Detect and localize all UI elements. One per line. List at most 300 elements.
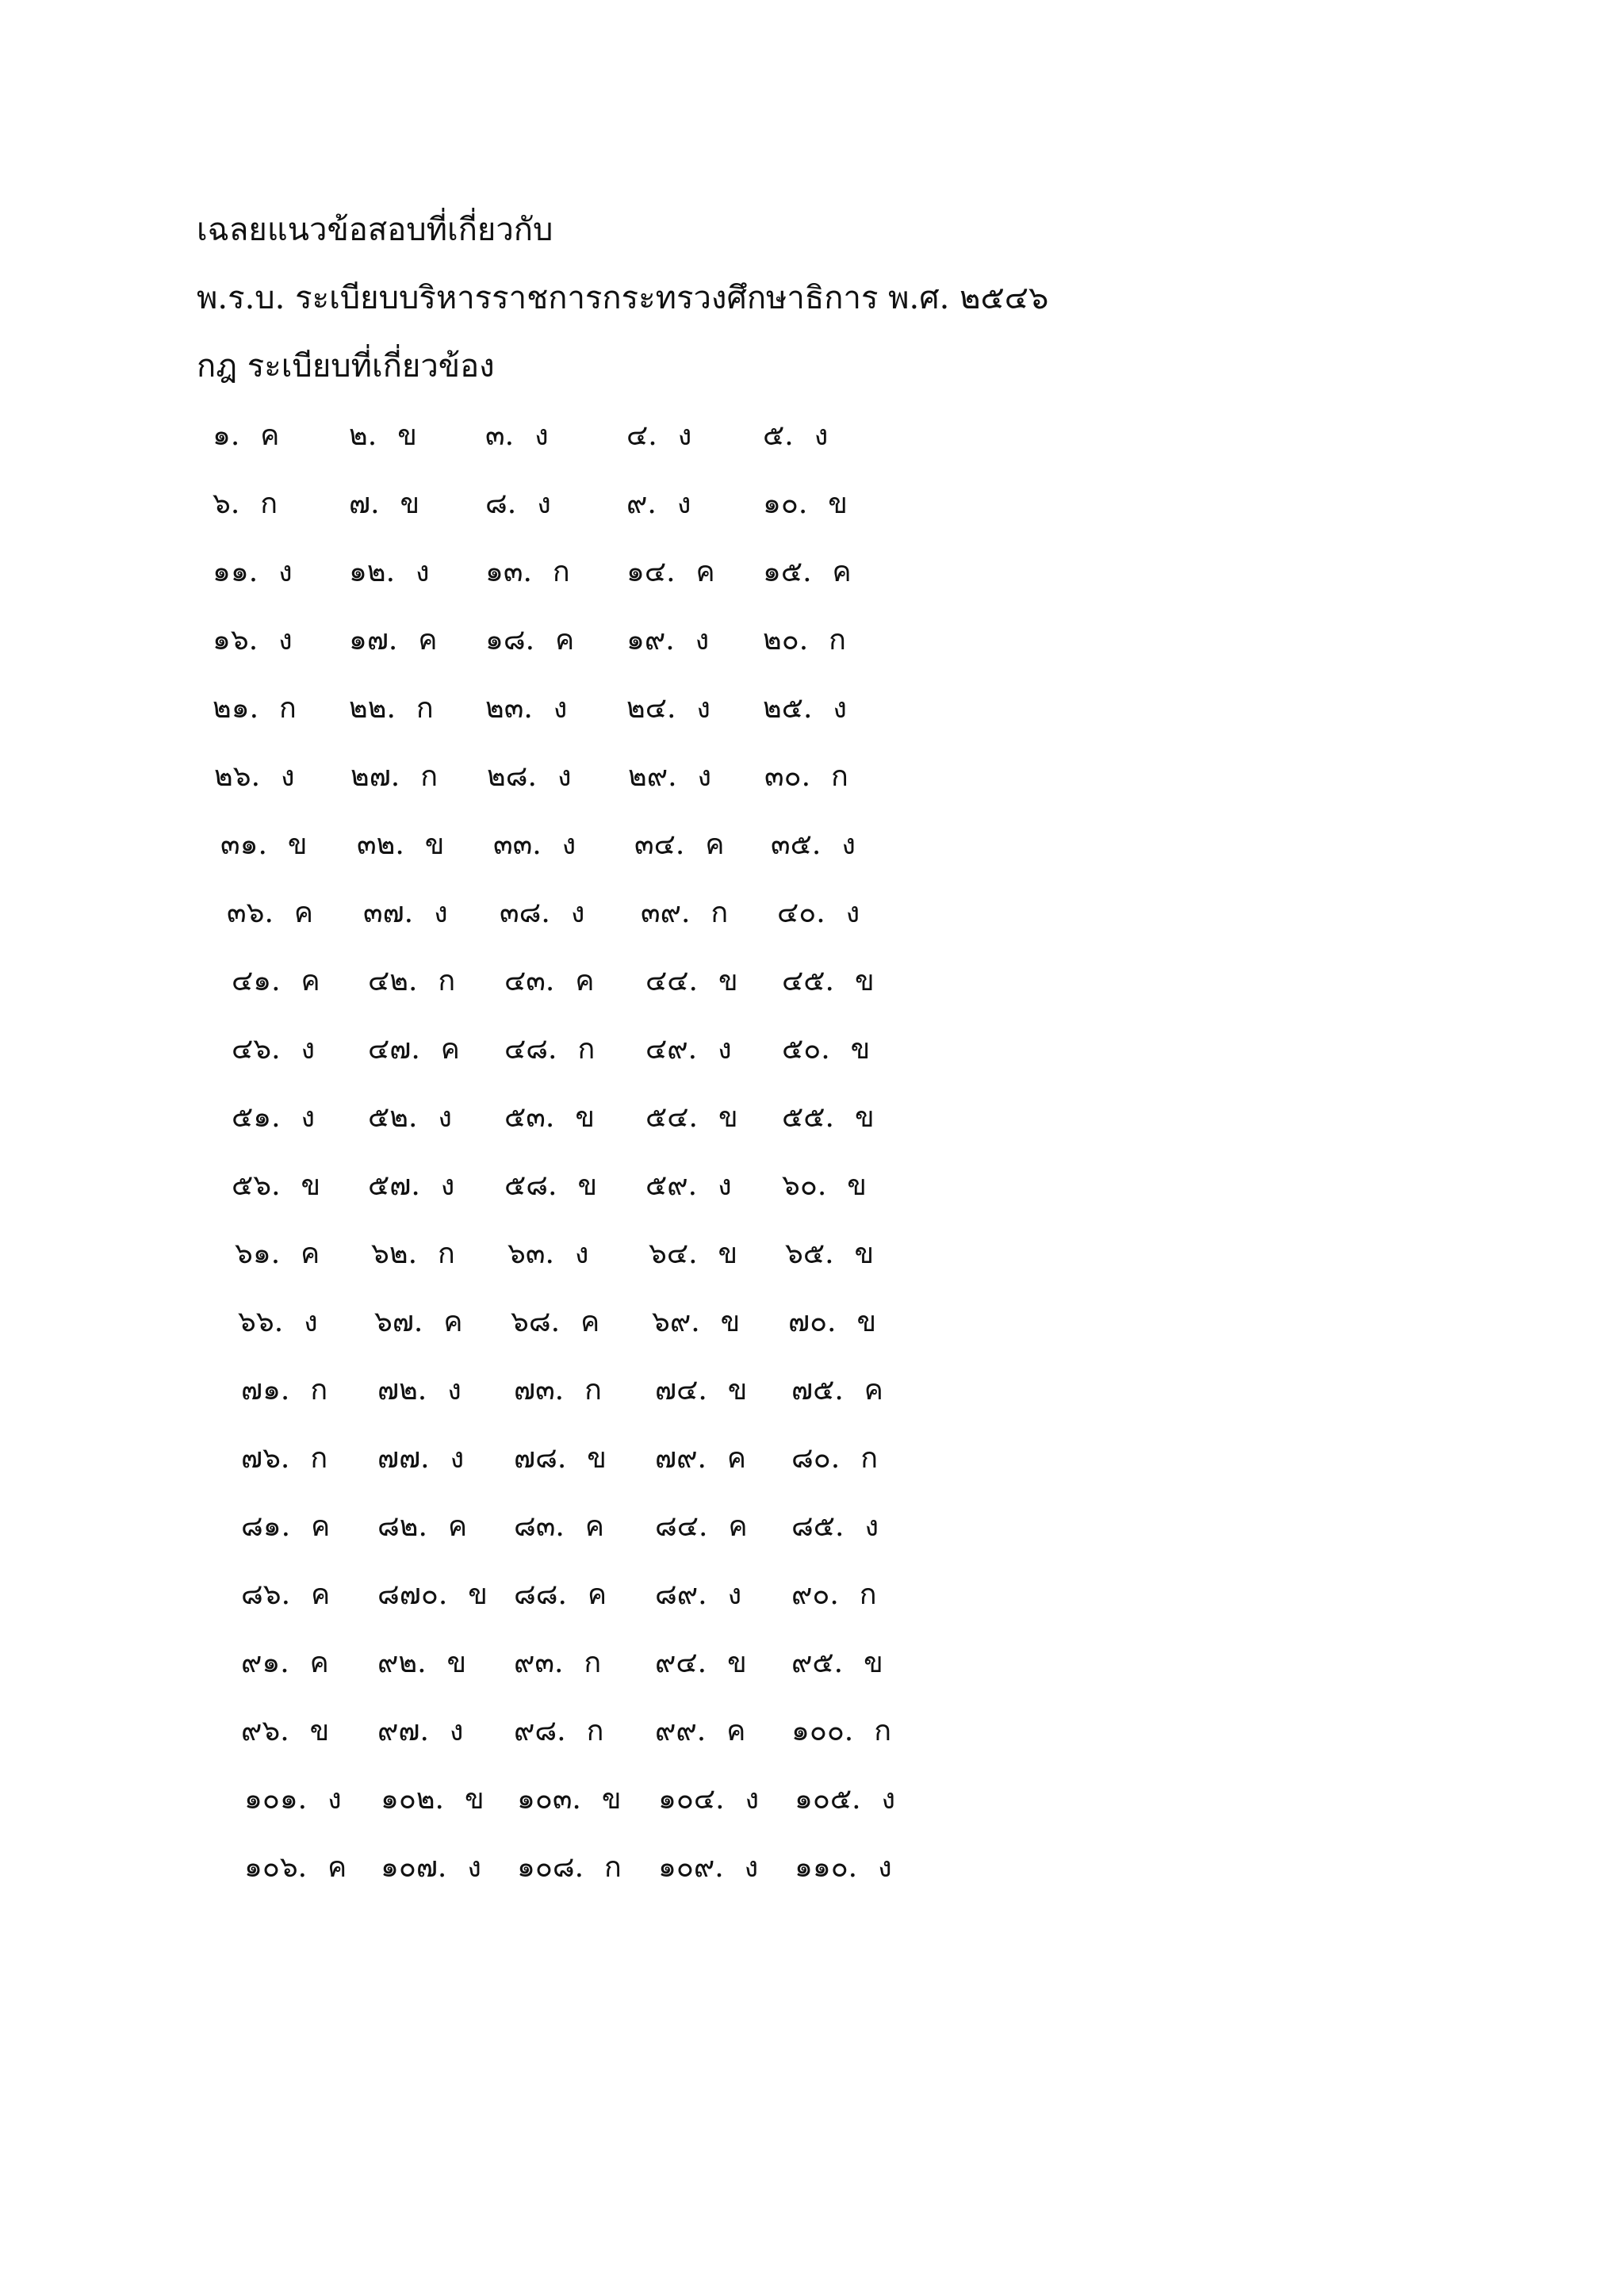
- answer-choice: ง: [416, 556, 430, 588]
- question-number: ๔๙.: [645, 1033, 698, 1066]
- question-number: ๘๐.: [791, 1442, 841, 1475]
- answer-item: [645, 958, 738, 1005]
- question-number: ๑๒.: [349, 556, 396, 588]
- answer-item: [763, 617, 846, 664]
- answer-row: [0, 685, 1624, 733]
- answer-choice: ข: [850, 1033, 871, 1066]
- answer-choice: ง: [438, 1101, 452, 1134]
- answer-choice: ค: [832, 556, 852, 588]
- answer-item: [500, 890, 584, 937]
- answer-item: [349, 617, 437, 664]
- answer-choice: ข: [828, 488, 848, 520]
- question-number: ๓๔.: [634, 828, 685, 861]
- answer-row: [0, 1708, 1624, 1755]
- answer-choice: ง: [841, 828, 856, 861]
- question-number: ๖๗.: [374, 1306, 423, 1338]
- question-number: ๘๕.: [791, 1510, 845, 1543]
- answer-choice: ง: [574, 1238, 589, 1270]
- question-number: ๗๕.: [791, 1374, 844, 1406]
- question-number: ๔๔.: [645, 965, 698, 997]
- answer-choice: ค: [726, 1442, 746, 1475]
- answer-choice: ง: [281, 760, 295, 793]
- answer-choice: ค: [588, 1578, 607, 1611]
- question-number: ๗๘.: [514, 1442, 567, 1475]
- answer-item: [626, 617, 709, 664]
- answer-choice: ก: [552, 556, 570, 588]
- answer-item: [763, 412, 828, 460]
- answer-choice: ค: [311, 1578, 331, 1611]
- question-number: ๒๖.: [214, 760, 261, 793]
- question-number: ๙.: [626, 488, 657, 520]
- answer-row: [0, 1776, 1624, 1823]
- answer-row: [0, 549, 1624, 596]
- question-number: ๒๘.: [487, 760, 537, 793]
- question-number: ๑๐๗.: [381, 1851, 447, 1884]
- answer-choice: ง: [718, 1033, 732, 1066]
- answer-item: [213, 412, 279, 460]
- answer-choice: ก: [310, 1442, 328, 1475]
- answer-choice: ง: [745, 1783, 760, 1816]
- answer-item: [795, 1776, 895, 1823]
- answer-item: [791, 1367, 883, 1414]
- answer-item: [658, 1844, 758, 1892]
- answer-item: [238, 1299, 318, 1346]
- answer-choice: ค: [705, 828, 725, 861]
- question-number: ๑๓.: [485, 556, 532, 588]
- answer-choice: ง: [301, 1033, 316, 1066]
- answer-item: [485, 617, 574, 664]
- question-number: ๔.: [626, 419, 657, 452]
- question-number: ๘๘.: [514, 1578, 567, 1611]
- answer-item: [764, 753, 848, 801]
- answer-item: [511, 1299, 599, 1346]
- answer-choice: ข: [397, 419, 417, 452]
- answer-item: [626, 412, 691, 460]
- answer-item: [377, 1435, 464, 1483]
- answer-choice: ค: [728, 1510, 748, 1543]
- answer-item: [377, 1708, 463, 1755]
- answer-choice: ก: [874, 1715, 892, 1747]
- answer-row: [0, 1640, 1624, 1687]
- answer-row: [0, 1230, 1624, 1278]
- answer-item: [791, 1571, 877, 1619]
- question-number: ๘.: [485, 488, 517, 520]
- answer-item: [645, 1026, 732, 1073]
- answer-item: [213, 549, 293, 596]
- answer-choice: ง: [553, 692, 568, 725]
- question-number: ๑๙.: [626, 624, 675, 656]
- question-number: ๑๐๓.: [517, 1783, 581, 1816]
- question-number: ๓๒.: [357, 828, 404, 861]
- answer-item: [655, 1503, 748, 1551]
- answer-choice: ข: [854, 1101, 875, 1134]
- answer-choice: ง: [327, 1783, 342, 1816]
- question-number: ๙๗.: [377, 1715, 429, 1747]
- answer-choice: ข: [575, 1101, 595, 1134]
- question-number: ๓๗.: [363, 897, 414, 929]
- question-number: ๒๐.: [763, 624, 809, 656]
- answer-item: [381, 1844, 481, 1892]
- question-number: ๑๖.: [213, 624, 259, 656]
- answer-choice: ก: [829, 624, 846, 656]
- question-number: ๖๖.: [238, 1306, 284, 1338]
- answer-item: [241, 1640, 329, 1687]
- answer-item: [645, 1094, 738, 1142]
- answer-item: [514, 1503, 604, 1551]
- title-line-1: เฉลยแนวข้อสอบที่เกี่ยวกับ: [197, 212, 553, 248]
- question-number: ๑๗.: [349, 624, 398, 656]
- answer-item: [504, 1162, 597, 1210]
- question-number: ๗.: [349, 488, 380, 520]
- answer-choice: ง: [744, 1851, 759, 1884]
- answer-choice: ข: [718, 1238, 738, 1270]
- answer-choice: ง: [833, 692, 847, 725]
- answer-item: [241, 1503, 330, 1551]
- question-number: ๙๓.: [514, 1647, 564, 1679]
- answer-choice: ข: [601, 1783, 622, 1816]
- question-number: ๘๑.: [241, 1510, 291, 1543]
- question-number: ๙๔.: [655, 1647, 707, 1679]
- question-number: ๒๓.: [485, 692, 533, 725]
- answer-item: [485, 685, 567, 733]
- answer-choice: ก: [859, 1578, 877, 1611]
- answer-choice: ก: [420, 760, 439, 793]
- answer-choice: ก: [279, 692, 297, 725]
- answer-choice: ง: [434, 897, 448, 929]
- answer-item: [514, 1708, 603, 1755]
- answer-item: [634, 821, 724, 869]
- answer-choice: ก: [310, 1374, 328, 1406]
- answer-choice: ง: [278, 556, 293, 588]
- answer-item: [381, 1776, 485, 1823]
- answer-choice: ก: [438, 1238, 455, 1270]
- question-number: ๙๕.: [791, 1647, 844, 1679]
- question-number: ๗๐.: [788, 1306, 837, 1338]
- answer-item: [363, 890, 448, 937]
- answer-item: [655, 1435, 746, 1483]
- answer-item: [658, 1776, 759, 1823]
- answer-row: [0, 617, 1624, 664]
- question-number: ๒๔.: [626, 692, 676, 725]
- question-number: ๗๒.: [377, 1374, 427, 1406]
- answer-choice: ข: [854, 965, 875, 997]
- question-number: ๖๓.: [508, 1238, 554, 1270]
- question-number: ๒๑.: [213, 692, 259, 725]
- answer-choice: ง: [878, 1851, 892, 1884]
- answer-choice: ง: [557, 760, 572, 793]
- question-number: ๖๐.: [782, 1169, 827, 1202]
- answer-item: [368, 1026, 460, 1073]
- question-number: ๑๐๙.: [658, 1851, 724, 1884]
- title-line-3: กฎ ระเบียบที่เกี่ยวข้อง: [197, 348, 495, 385]
- question-number: ๖.: [213, 488, 240, 520]
- answer-item: [485, 412, 549, 460]
- question-number: ๘๒.: [377, 1510, 427, 1543]
- answer-choice: ก: [584, 1647, 602, 1679]
- answer-item: [791, 1435, 878, 1483]
- answer-choice: ข: [856, 1306, 877, 1338]
- answer-choice: ก: [831, 760, 848, 793]
- answer-choice: ง: [447, 1374, 462, 1406]
- answer-item: [349, 412, 417, 460]
- answer-item: [349, 480, 419, 528]
- answer-item: [377, 1367, 462, 1414]
- question-number: ๘๖.: [241, 1578, 291, 1611]
- answer-item: [626, 480, 691, 528]
- answer-choice: ง: [450, 1442, 465, 1475]
- answer-item: [377, 1571, 488, 1619]
- answer-item: [763, 685, 847, 733]
- question-number: ๑๑.: [213, 556, 259, 588]
- answer-choice: ค: [555, 624, 575, 656]
- question-number: ๕๘.: [504, 1169, 557, 1202]
- answer-item: [213, 480, 278, 528]
- answer-choice: ง: [537, 488, 551, 520]
- question-number: ๙๙.: [655, 1715, 707, 1747]
- answer-row: [0, 480, 1624, 528]
- answer-choice: ข: [864, 1647, 883, 1679]
- question-number: ๕๒.: [368, 1101, 418, 1134]
- answer-choice: ง: [814, 419, 829, 452]
- answer-choice: ง: [278, 624, 293, 656]
- answer-item: [350, 753, 438, 801]
- question-number: ๕๗.: [368, 1169, 420, 1202]
- answer-choice: ค: [418, 624, 438, 656]
- answer-item: [213, 685, 297, 733]
- answer-item: [795, 1844, 892, 1892]
- answer-choice: ข: [424, 828, 445, 861]
- answer-item: [349, 549, 430, 596]
- question-number: ๒.: [349, 419, 377, 452]
- answer-item: [517, 1776, 622, 1823]
- question-number: ๔๓.: [504, 965, 555, 997]
- answer-item: [785, 1230, 874, 1278]
- question-number: ๔๗.: [368, 1033, 420, 1066]
- answer-choice: ค: [584, 1510, 604, 1543]
- answer-item: [782, 1094, 875, 1142]
- question-number: ๓๐.: [764, 760, 811, 793]
- question-number: ๕๖.: [232, 1169, 281, 1202]
- answer-row: [0, 958, 1624, 1005]
- answer-item: [357, 821, 444, 869]
- question-number: ๔๑.: [232, 965, 281, 997]
- question-number: ๓๕.: [771, 828, 822, 861]
- answer-choice: ข: [847, 1169, 867, 1202]
- question-number: ๑๐๕.: [795, 1783, 861, 1816]
- answer-choice: ข: [854, 1238, 875, 1270]
- answer-item: [655, 1571, 741, 1619]
- answer-item: [771, 821, 856, 869]
- answer-item: [244, 1776, 342, 1823]
- answer-choice: ก: [586, 1715, 604, 1747]
- question-number: ๒๙.: [628, 760, 677, 793]
- question-number: ๑๐๖.: [244, 1851, 308, 1884]
- answer-choice: ค: [443, 1306, 463, 1338]
- answer-item: [504, 958, 594, 1005]
- answer-choice: ค: [327, 1851, 347, 1884]
- answer-choice: ง: [301, 1101, 316, 1134]
- question-number: ๖๒.: [371, 1238, 418, 1270]
- answer-choice: ข: [718, 965, 738, 997]
- answer-choice: ค: [580, 1306, 600, 1338]
- answer-item: [791, 1708, 891, 1755]
- answer-item: [227, 890, 313, 937]
- answer-choice: ข: [309, 1715, 330, 1747]
- answer-row: [0, 1094, 1624, 1142]
- answer-item: [214, 753, 295, 801]
- answer-choice: ค: [447, 1510, 468, 1543]
- answer-choice: ง: [676, 488, 691, 520]
- question-number: ๕๓.: [504, 1101, 555, 1134]
- answer-row: [0, 1162, 1624, 1210]
- answer-item: [777, 890, 860, 937]
- answer-choice: ก: [710, 897, 729, 929]
- answer-choice: ก: [438, 965, 456, 997]
- answer-choice: ก: [577, 1033, 596, 1066]
- answer-choice: ข: [465, 1783, 485, 1816]
- answer-choice: ง: [696, 692, 710, 725]
- answer-item: [791, 1503, 879, 1551]
- answer-choice: ง: [864, 1510, 879, 1543]
- answer-choice: ข: [718, 1101, 738, 1134]
- question-number: ๑๔.: [626, 556, 676, 588]
- answer-choice: ก: [416, 692, 434, 725]
- question-number: ๑๐๔.: [658, 1783, 725, 1816]
- answer-item: [788, 1299, 876, 1346]
- question-number: ๖๙.: [652, 1306, 700, 1338]
- answer-choice: ค: [864, 1374, 883, 1406]
- answer-choice: ข: [468, 1578, 488, 1611]
- answer-choice: ง: [695, 624, 710, 656]
- answer-choice: ง: [440, 1169, 455, 1202]
- question-number: ๓๘.: [500, 897, 550, 929]
- question-number: ๑๑๐.: [795, 1851, 858, 1884]
- question-number: ๔๒.: [368, 965, 418, 997]
- answer-item: [514, 1367, 602, 1414]
- question-number: ๕๔.: [645, 1101, 698, 1134]
- answer-item: [368, 1094, 452, 1142]
- question-number: ๕๕.: [782, 1101, 834, 1134]
- question-number: ๔๕.: [782, 965, 834, 997]
- question-number: ๑๐.: [763, 488, 808, 520]
- question-number: ๖๘.: [511, 1306, 561, 1338]
- answer-item: [235, 1230, 320, 1278]
- answer-choice: ง: [467, 1851, 481, 1884]
- answer-row: [0, 1844, 1624, 1892]
- answer-item: [232, 1094, 315, 1142]
- answer-item: [241, 1435, 327, 1483]
- question-number: ๗๔.: [655, 1374, 707, 1406]
- answer-item: [232, 958, 320, 1005]
- answer-item: [493, 821, 576, 869]
- answer-item: [514, 1640, 601, 1687]
- question-number: ๑๐๐.: [791, 1715, 854, 1747]
- answer-item: [241, 1708, 329, 1755]
- question-number: ๓๑.: [220, 828, 267, 861]
- answer-choice: ข: [446, 1647, 467, 1679]
- answer-item: [626, 685, 710, 733]
- question-number: ๖๕.: [785, 1238, 834, 1270]
- answer-choice: ค: [293, 897, 313, 929]
- question-number: ๔๐.: [777, 897, 825, 929]
- answer-item: [487, 753, 572, 801]
- answer-item: [655, 1367, 747, 1414]
- answer-item: [782, 1162, 867, 1210]
- answer-choice: ข: [301, 1169, 321, 1202]
- answer-item: [782, 1026, 870, 1073]
- answer-choice: ข: [727, 1374, 748, 1406]
- answer-choice: ง: [534, 419, 549, 452]
- question-number: ๓๙.: [641, 897, 691, 929]
- answer-row: [0, 1299, 1624, 1346]
- answer-item: [241, 1571, 330, 1619]
- answer-row: [0, 1367, 1624, 1414]
- question-number: ๕.: [763, 419, 794, 452]
- answer-row: [0, 412, 1624, 460]
- question-number: ๕๙.: [645, 1169, 698, 1202]
- question-number: ๑.: [213, 419, 240, 452]
- answer-item: [652, 1299, 740, 1346]
- question-number: ๑๐๘.: [517, 1851, 584, 1884]
- answer-item: [485, 549, 570, 596]
- answer-item: [641, 890, 728, 937]
- answer-row: [0, 1026, 1624, 1073]
- answer-choice: ง: [727, 1578, 742, 1611]
- answer-item: [508, 1230, 588, 1278]
- answer-choice: ข: [577, 1169, 598, 1202]
- answer-choice: ก: [584, 1374, 602, 1406]
- answer-item: [504, 1094, 595, 1142]
- answer-item: [655, 1640, 747, 1687]
- answer-choice: ค: [309, 1647, 329, 1679]
- answer-choice: ง: [845, 897, 860, 929]
- answer-choice: ข: [287, 828, 308, 861]
- answer-choice: ค: [440, 1033, 460, 1066]
- answer-choice: ก: [260, 488, 278, 520]
- question-number: ๗๙.: [655, 1442, 707, 1475]
- answer-item: [514, 1435, 607, 1483]
- question-number: ๒๕.: [763, 692, 813, 725]
- answer-item: [782, 958, 875, 1005]
- question-number: ๗๗.: [377, 1442, 430, 1475]
- answer-row: [0, 1435, 1624, 1483]
- answer-row: [0, 753, 1624, 801]
- answer-item: [377, 1503, 467, 1551]
- answer-choice: ง: [570, 897, 585, 929]
- title-line-2: พ.ร.บ. ระเบียบบริหารราชการกระทรวงศึกษาธิการ พ.ศ. ๒๕๔๖: [197, 280, 1049, 316]
- answer-item: [349, 685, 434, 733]
- question-number: ๒๒.: [349, 692, 396, 725]
- answer-choice: ก: [860, 1442, 878, 1475]
- answer-item: [241, 1367, 327, 1414]
- answer-item: [791, 1640, 883, 1687]
- answer-choice: ค: [301, 965, 320, 997]
- answer-item: [763, 549, 852, 596]
- question-number: ๕๐.: [782, 1033, 830, 1066]
- answer-item: [368, 958, 455, 1005]
- answer-item: [649, 1230, 737, 1278]
- answer-choice: ง: [561, 828, 576, 861]
- question-number: ๒๗.: [350, 760, 400, 793]
- answer-item: [514, 1571, 607, 1619]
- question-number: ๔๖.: [232, 1033, 281, 1066]
- question-number: ๗๖.: [241, 1442, 290, 1475]
- answer-choice: ง: [304, 1306, 318, 1338]
- question-number: ๓.: [485, 419, 515, 452]
- answer-item: [371, 1230, 455, 1278]
- answer-item: [628, 753, 711, 801]
- question-number: ๙๖.: [241, 1715, 289, 1747]
